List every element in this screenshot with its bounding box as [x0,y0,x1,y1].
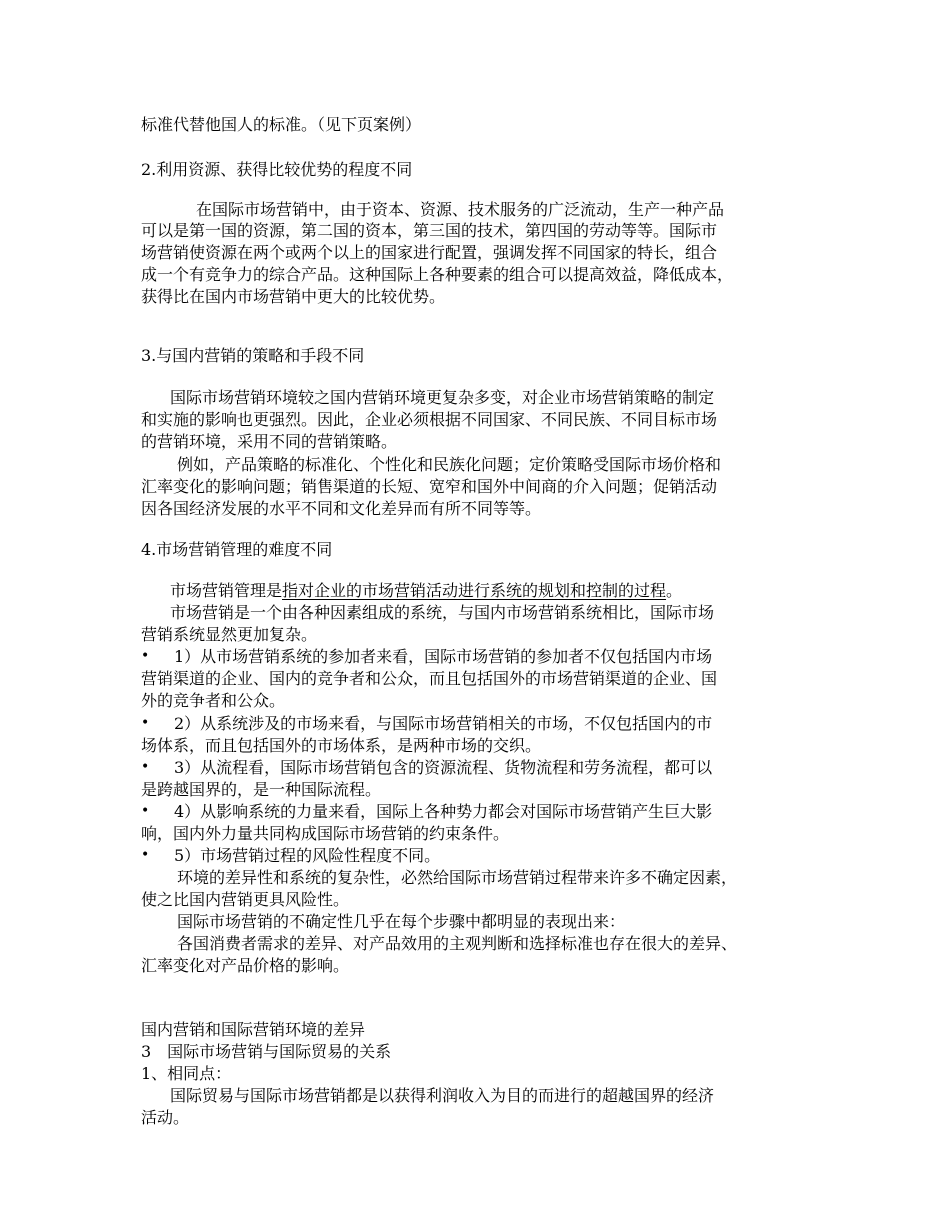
bullet-icon: • [141,803,150,819]
text-line: 市场营销是一个由各种因素组成的系统，与国内市场营销系统相比，国际市场 [170,603,715,622]
text-line: 获得比在国内市场营销中更大的比较优势。 [141,287,446,306]
text-line: 响，国内外力量共同构成国际市场营销的约束条件。 [141,824,510,843]
text-line: 场体系，而且包括国外的市场体系，是两种市场的交织。 [141,736,542,755]
underlined-definition: 指对企业的市场营销活动进行系统的规划和控制的过程 [282,581,667,600]
text-line: 环境的差异性和系统的复杂性，必然给国际市场营销过程带来许多不确定因素， [177,868,738,887]
text-line: 和实施的影响也更强烈。因此，企业必须根据不同国家、不同民族、不同目标市场 [141,410,718,429]
section-heading: 2.利用资源、获得比较优势的程度不同 [141,160,413,179]
text-line: 外的竞争者和公众。 [141,691,286,710]
list-item: 1）从市场营销系统的参加者来看，国际市场营销的参加者不仅包括国内市场 [174,647,713,666]
text-line: 在国际市场营销中，由于资本、资源、技术服务的广泛流动，生产一种产品 [196,200,725,219]
text-line: 1、相同点： [141,1064,232,1083]
bullet-icon: • [141,759,150,775]
section-heading: 国内营销和国际营销环境的差异 [141,1020,366,1039]
text-line: 因各国经济发展的水平不同和文化差异而有所不同等等。 [141,499,542,518]
text-line: 汇率变化的影响问题；销售渠道的长短、宽窄和国外中间商的介入问题；促销活动 [141,477,718,496]
text-line: 成一个有竞争力的综合产品。这种国际上各种要素的组合可以提高效益，降低成本， [141,265,734,284]
text-segment: 市场营销管理是 [170,581,283,600]
text-line: 营销系统显然更加复杂。 [141,625,318,644]
section-heading: 3 国际市场营销与国际贸易的关系 [141,1042,392,1061]
section-heading: 4.市场营销管理的难度不同 [141,540,333,559]
text-line: 的营销环境，采用不同的营销策略。 [141,432,398,451]
text-line: 使之比国内营销更具风险性。 [141,890,350,909]
text-line: 国际贸易与国际市场营销都是以获得利润收入为目的而进行的超越国界的经济 [170,1086,715,1105]
list-item: 5）市场营销过程的风险性程度不同。 [174,846,441,865]
text-line: 活动。 [141,1108,190,1127]
text-line [170,580,682,601]
text-line: 标准代替他国人的标准。（见下页案例） [141,115,422,134]
text-line: 国际市场营销的不确定性几乎在每个步骤中都明显的表现出来： [177,912,626,931]
text-line: 汇率变化对产品价格的影响。 [141,956,350,975]
text-line: 营销渠道的企业、国内的竞争者和公众，而且包括国外的市场营销渠道的企业、国 [141,669,718,688]
list-item: 2）从系统涉及的市场来看，与国际市场营销相关的市场，不仅包括国内的市 [174,714,713,733]
bullet-icon: • [141,847,150,863]
list-item: 4）从影响系统的力量来看，国际上各种势力都会对国际市场营销产生巨大影 [174,802,713,821]
text-line: 例如，产品策略的标准化、个性化和民族化问题；定价策略受国际市场价格和 [177,455,722,474]
bullet-icon: • [141,648,150,664]
text-segment: 。 [666,581,683,600]
list-item: 3）从流程看，国际市场营销包含的资源流程、货物流程和劳务流程，都可以 [174,758,713,777]
bullet-icon: • [141,715,150,731]
text-line: 国际市场营销环境较之国内营销环境更复杂多变，对企业市场营销策略的制定 [170,388,715,407]
text-line: 场营销使资源在两个或两个以上的国家进行配置，强调发挥不同国家的特长，组合 [141,243,718,262]
section-heading: 3.与国内营销的策略和手段不同 [141,346,365,365]
text-line: 是跨越国界的，是一种国际流程。 [141,780,382,799]
text-line: 各国消费者需求的差异、对产品效用的主观判断和选择标准也存在很大的差异、 [177,934,738,953]
text-line: 可以是第一国的资源，第二国的资本，第三国的技术，第四国的劳动等等。国际市 [141,221,718,240]
